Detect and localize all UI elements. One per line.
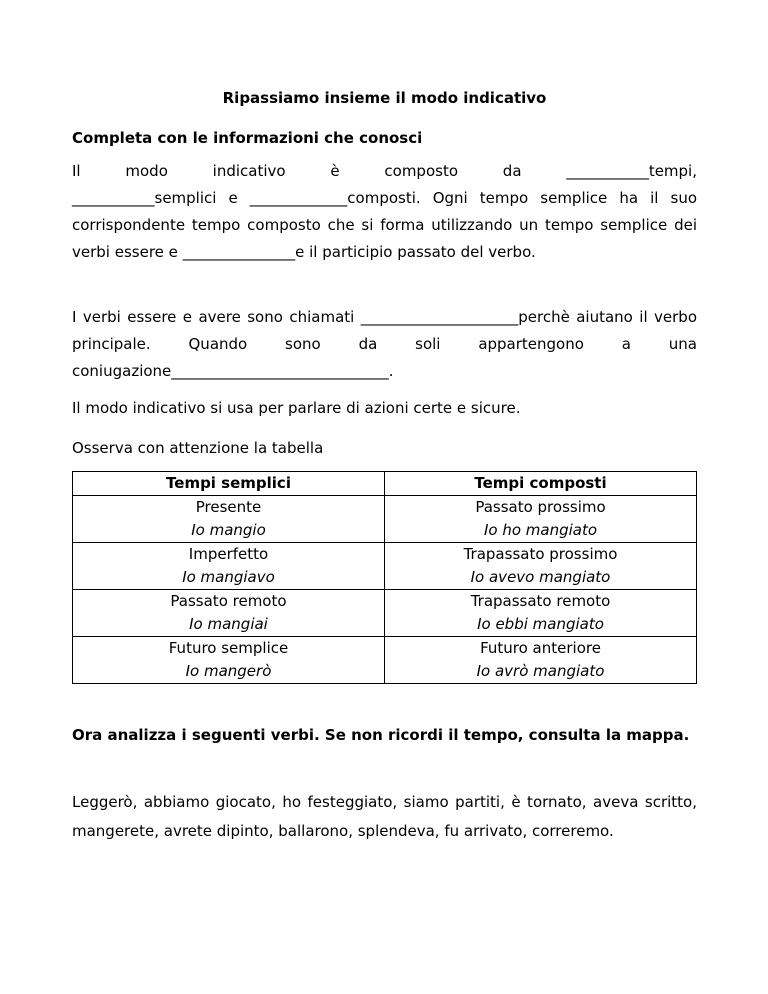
tense-example: Io ho mangiato <box>483 521 598 539</box>
fill-in-rest: ___________semplici e _____________composti. Ogni tempo semplice ha il suo corrispondente tempo composto che si forma utilizzando un tempo semplice dei verbi essere e _______________e il participio passato del verbo. <box>72 189 697 261</box>
tense-name: Passato prossimo <box>475 498 606 516</box>
tense-example: Io mangiavo <box>182 568 275 586</box>
page-title: Ripassiamo insieme il modo indicativo <box>222 89 547 107</box>
header-compound-tenses: Tempi composti <box>385 472 697 496</box>
table-row <box>73 543 697 590</box>
tense-example: Io ebbi mangiato <box>477 615 604 633</box>
section-heading-complete: Completa con le informazioni che conosci <box>72 129 423 147</box>
indicative-usage-text: Il modo indicativo si usa per parlare di azioni certe e sicure. <box>72 399 521 417</box>
simple-tense-cell <box>73 637 385 684</box>
verbs-to-analyze: Leggerò, abbiamo giocato, ho festeggiato, siamo partiti, è tornato, aveva scritto, mangerete, avrete dipinto, ballarono, splendeva, fu arrivato, correremo. <box>72 793 697 840</box>
tense-name: Imperfetto <box>188 545 269 563</box>
table-row <box>73 590 697 637</box>
tense-name: Futuro semplice <box>168 639 289 657</box>
tense-example: Io avrò mangiato <box>476 662 605 680</box>
simple-tense-cell <box>73 496 385 543</box>
tenses-table <box>72 471 697 684</box>
fill-in-paragraph-2: I verbi essere e avere sono chiamati _____________________perchè aiutano il verbo principale. Quando sono da soli appartengono a una coniugazione_____________________________. <box>72 308 697 380</box>
tense-example: Io mangerò <box>185 662 272 680</box>
tense-name: Futuro anteriore <box>480 639 601 657</box>
tense-example: Io mangio <box>191 521 266 539</box>
compound-tense-cell <box>385 543 697 590</box>
tense-name: Presente <box>195 498 262 516</box>
table-instruction: Osserva con attenzione la tabella <box>72 439 324 457</box>
compound-tense-cell <box>385 590 697 637</box>
tense-name: Trapassato remoto <box>470 592 611 610</box>
tense-name: Passato remoto <box>170 592 287 610</box>
fill-in-line-1: Il modo indicativo è composto da ___________tempi, <box>72 162 697 180</box>
compound-tense-cell <box>385 637 697 684</box>
tense-example: Io mangiai <box>189 615 268 633</box>
simple-tense-cell <box>73 543 385 590</box>
table-row <box>73 637 697 684</box>
table-header-row <box>73 472 697 496</box>
table-row <box>73 496 697 543</box>
section-heading-analyze: Ora analizza i seguenti verbi. Se non ricordi il tempo, consulta la mappa. <box>72 726 690 744</box>
fill-in-paragraph-1 <box>72 158 697 266</box>
simple-tense-cell <box>73 590 385 637</box>
tense-example: Io avevo mangiato <box>470 568 611 586</box>
header-simple-tenses: Tempi semplici <box>73 472 385 496</box>
compound-tense-cell <box>385 496 697 543</box>
tense-name: Trapassato prossimo <box>463 545 618 563</box>
